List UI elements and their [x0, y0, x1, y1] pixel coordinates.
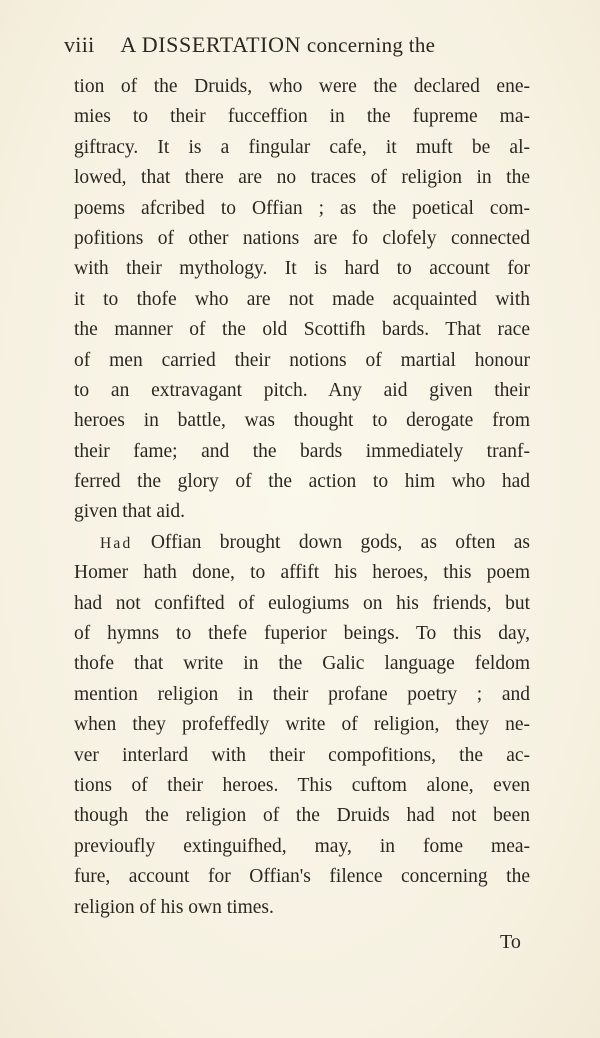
text-line: of hymns to thefe fuperior beings. To this day,	[74, 623, 530, 645]
text-line: when they profeffedly write of religion, they ne-	[74, 714, 530, 736]
text-line-rest: Offian brought down gods, as often as	[150, 531, 530, 553]
text-line: heroes in battle, was thought to derogate from	[74, 410, 530, 432]
text-line: tions of their heroes. This cuftom alone, even	[74, 774, 530, 796]
text-line: mies to their fucceffion in the fupreme ma-	[74, 106, 530, 128]
text-line: Homer hath done, to affift his heroes, this poem	[74, 562, 530, 584]
text-line: given that aid.	[74, 501, 186, 523]
page-number: viii	[64, 32, 95, 57]
text-line: tion of the Druids, who were the declared ene-	[74, 76, 530, 97]
text-line: of men carried their notions of martial honour	[74, 349, 530, 371]
text-line: poems afcribed to Offian ; as the poetical com-	[74, 197, 530, 219]
text-line: fure, account for Offian's filence concerning the	[74, 866, 530, 888]
text-line: had not confifted of eulogiums on his friends, but	[74, 592, 530, 614]
text-line: lowed, that there are no traces of religion in the	[74, 167, 530, 189]
text-line: previoufly extinguifhed, may, in fome mea-	[74, 835, 530, 857]
catchword: To	[500, 931, 521, 953]
text-line: thofe that write in the Galic language feldom	[74, 653, 530, 675]
text-line: ferred the glory of the action to him who had	[74, 471, 530, 493]
paragraph-first-line	[74, 528, 530, 558]
text-line: it to thofe who are not made acquainted with	[74, 288, 530, 310]
running-header	[64, 32, 534, 66]
text-line: ver interlard with their compofitions, the ac-	[74, 744, 530, 766]
text-line: though the religion of the Druids had not been	[74, 805, 530, 827]
text-line: pofitions of other nations are fo clofely connected	[74, 227, 530, 249]
text-line: giftracy. It is a fingular cafe, it muft be al-	[74, 136, 530, 158]
text-line: their fame; and the bards immediately tranf-	[74, 440, 530, 462]
paragraph-initial-word: Had	[100, 534, 133, 552]
text-line: to an extravagant pitch. Any aid given their	[74, 379, 530, 401]
running-head-title: A DISSERTATION	[120, 32, 302, 57]
text-body	[74, 72, 530, 923]
running-head-subtitle: concerning the	[306, 33, 436, 57]
text-line: with their mythology. It is hard to account for	[74, 258, 530, 280]
text-line: religion of his own times.	[74, 896, 274, 918]
text-line: the manner of the old Scottifh bards. That race	[74, 319, 530, 341]
text-line: mention religion in their profane poetry ; and	[74, 683, 530, 705]
